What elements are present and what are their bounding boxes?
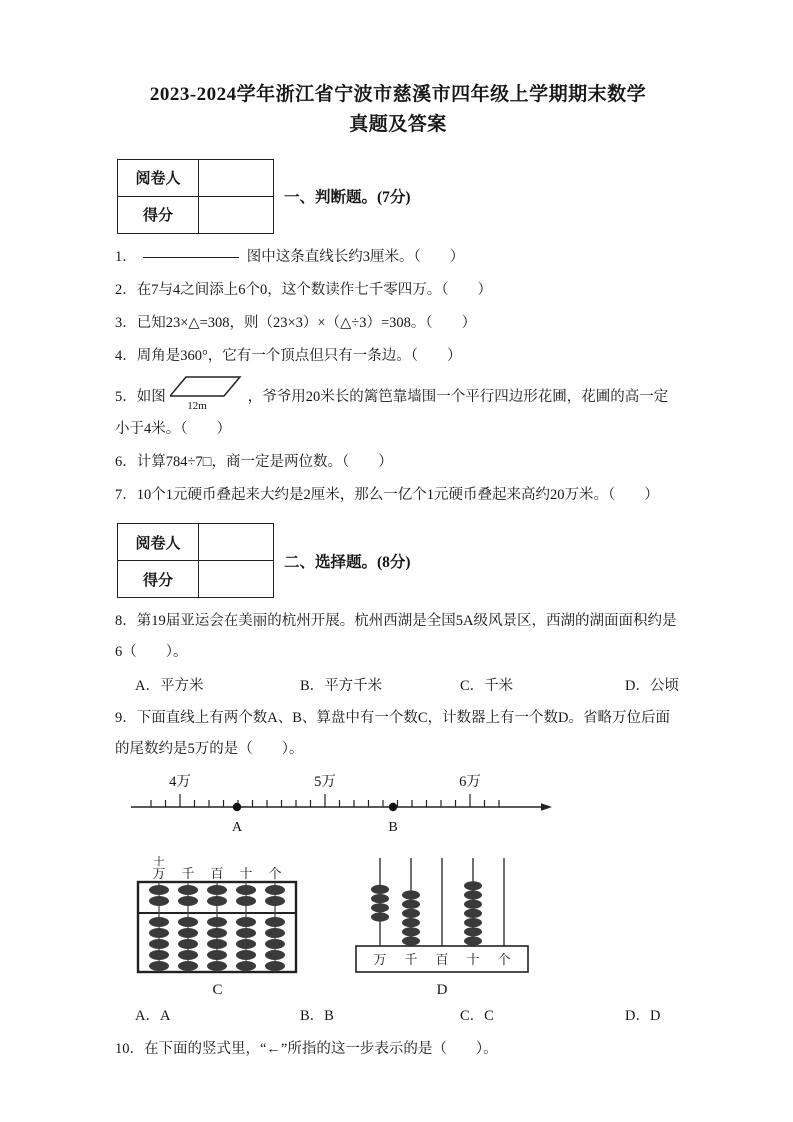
number-line-label-6wan: 6万 — [459, 774, 481, 791]
counter-col-shi: 十 — [466, 952, 480, 968]
number-line-label-4wan: 4万 — [169, 774, 191, 791]
q1-text: 图中这条直线长约3厘米。（ ） — [246, 248, 465, 265]
question-7: 7．10个1元硬币叠起来大约是2厘米，那么一亿个1元硬币叠起来高约20万米。（ ） — [115, 486, 659, 503]
grader-table-2 — [117, 523, 274, 598]
q5-parallelogram-label: 12m — [186, 400, 207, 413]
q5-text: ，爷爷用20米长的篱笆靠墙围一个平行四边形花圃，花圃的高一定小于4米。（ ） — [115, 389, 669, 437]
abacus-top-label: 十 — [153, 856, 165, 869]
page-title — [115, 80, 681, 141]
q9-option-d: D．D — [625, 1008, 661, 1025]
q8-option-a: A．平方米 — [135, 677, 204, 694]
q8-option-b: B．平方千米 — [300, 677, 383, 694]
q5-parallelogram-figure — [170, 374, 244, 412]
q9-abacus-figure — [135, 854, 300, 976]
number-line-point-a-label: A — [231, 820, 243, 836]
q9-number-line-block — [125, 767, 681, 848]
number-line-ticks — [151, 794, 499, 807]
counter-col-wan: 万 — [373, 952, 387, 968]
abacus-col-ge: 个 — [268, 866, 282, 882]
score-label: 得分 — [118, 561, 199, 598]
q9-counter-figure — [352, 852, 532, 976]
q1-number: 1． — [115, 248, 137, 265]
question-6: 6．计算784÷7□，商一定是两位数。（ ） — [115, 453, 393, 470]
q9-number-line-figure — [125, 767, 557, 843]
q9-abacus-item — [135, 854, 300, 999]
score-blank-cell — [199, 196, 274, 233]
question-10: 10．在下面的竖式里，“←”所指的这一步表示的是（ ）。 — [115, 1040, 498, 1057]
counter-caption: D — [436, 982, 448, 999]
abacus-col-wan: 万 — [152, 866, 166, 882]
q5-prefix: 5．如图 — [115, 389, 166, 406]
number-line-point-b-label: B — [388, 820, 398, 836]
q9-option-b: B．B — [300, 1008, 334, 1025]
reviewer-label: 阅卷人 — [118, 524, 199, 561]
question-5 — [115, 374, 681, 444]
abacus-col-shi: 十 — [239, 866, 253, 882]
question-9-options — [115, 1001, 681, 1031]
title-line1: 2023-2024学年浙江省宁波市慈溪市四年级上学期期末数学 — [149, 84, 647, 105]
reviewer-label: 阅卷人 — [118, 159, 199, 196]
question-8: 8．第19届亚运会在美丽的杭州开展。杭州西湖是全国5A级风景区，西湖的湖面面积约是6（ ）。 — [115, 613, 677, 661]
reviewer-blank-cell — [199, 524, 274, 561]
counter-beads — [371, 881, 482, 945]
section-judge-title: 一、判断题。(7分) — [284, 189, 411, 207]
counter-col-qian: 千 — [404, 952, 418, 968]
counter-rods — [380, 858, 504, 946]
abacus-column-labels — [152, 866, 281, 881]
q1-line-segment-figure — [143, 257, 239, 258]
abacus-col-qian: 千 — [181, 866, 195, 882]
question-9: 9．下面直线上有两个数A、B、算盘中有一个数C，计数器上有一个数D。省略万位后面的尾数约是5万的是（ ）。 — [115, 709, 671, 758]
number-line-point-a-dot — [233, 803, 241, 811]
q9-counter-item — [352, 852, 532, 999]
q8-option-d: D．公顷 — [625, 677, 679, 694]
section-choice-title: 二、选择题。(8分) — [284, 553, 411, 571]
grader-section-1 — [117, 159, 681, 234]
grader-section-2 — [117, 523, 681, 598]
question-4: 4．周角是360°，它有一个顶点但只有一条边。（ ） — [115, 348, 462, 365]
number-line-arrowhead — [541, 803, 552, 811]
abacus-col-bai: 百 — [210, 866, 224, 882]
counter-col-bai: 百 — [435, 952, 449, 968]
q9-option-a: A．A — [135, 1008, 171, 1025]
q9-figures-row — [135, 852, 681, 999]
abacus-caption: C — [212, 982, 223, 999]
score-blank-cell — [199, 561, 274, 598]
q9-option-c: C．C — [460, 1008, 494, 1025]
question-3: 3．已知23×△=308，则（23×3）×（△÷3）=308。（ ） — [115, 315, 477, 332]
grader-table-1 — [117, 159, 274, 234]
counter-col-ge: 个 — [497, 952, 511, 968]
number-line-point-b-dot — [389, 803, 397, 811]
question-1 — [115, 242, 681, 273]
title-line2: 真题及答案 — [349, 114, 447, 136]
number-line-label-5wan: 5万 — [314, 774, 336, 791]
reviewer-blank-cell — [199, 159, 274, 196]
abacus-beads — [149, 885, 285, 971]
score-label: 得分 — [118, 196, 199, 233]
question-8-options — [115, 671, 681, 701]
q8-option-c: C．千米 — [460, 677, 514, 694]
question-2: 2．在7与4之间添上6个0，这个数读作七千零四万。（ ） — [115, 281, 492, 298]
